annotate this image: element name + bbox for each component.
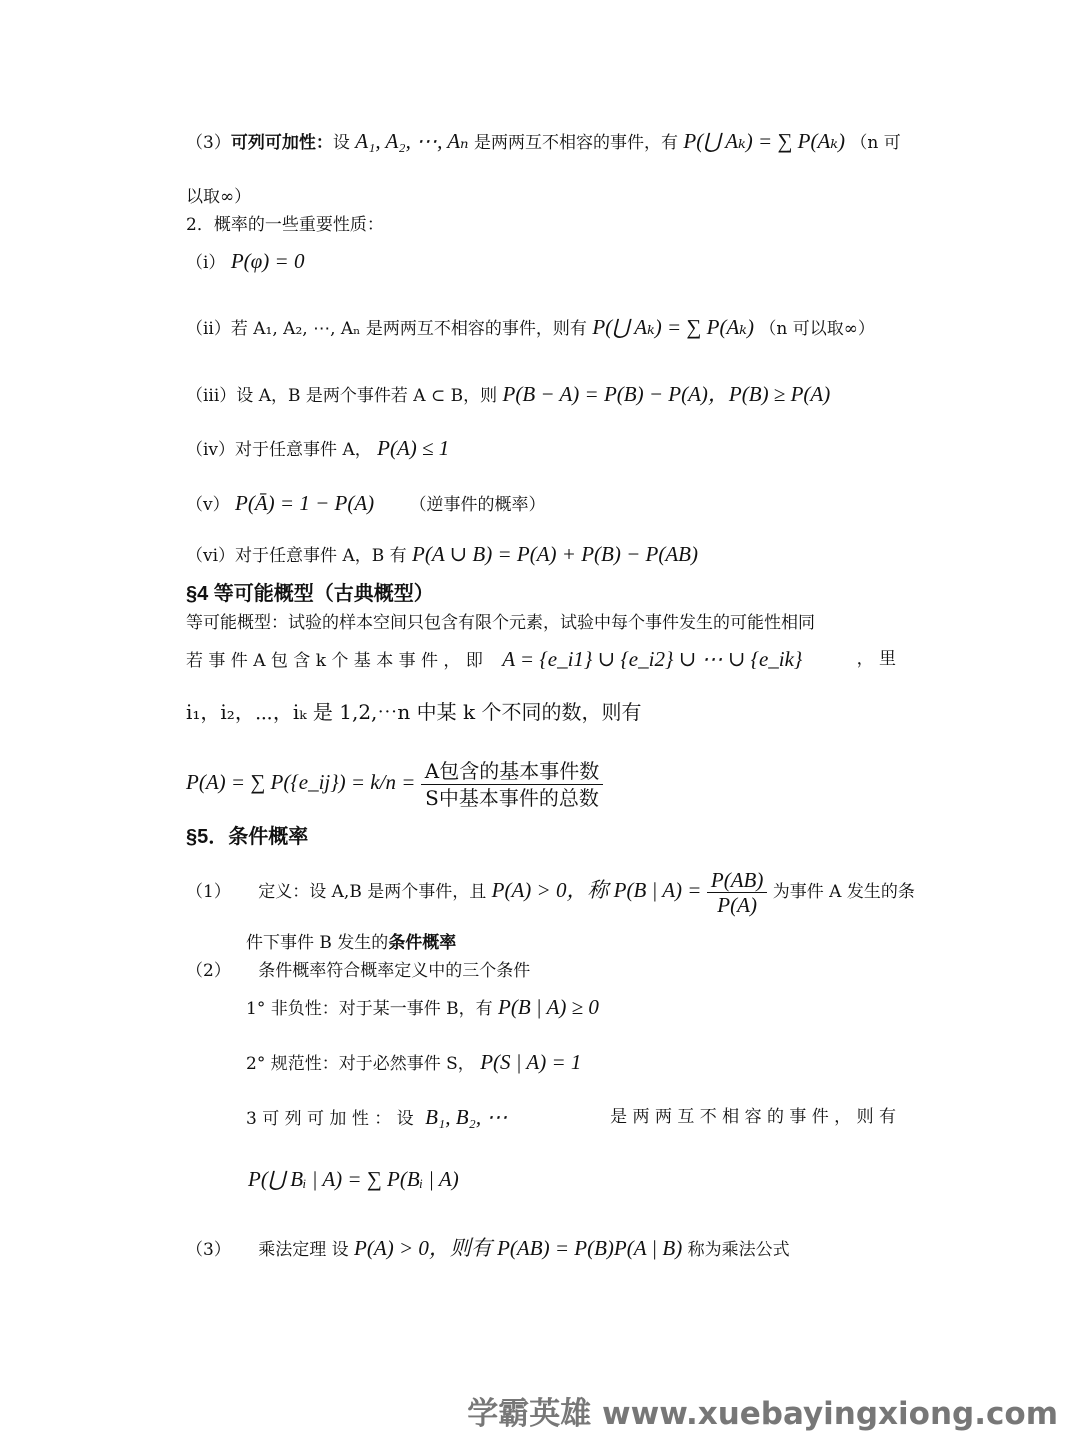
- classical-fraction-denominator: S中基本事件的总数: [425, 786, 599, 810]
- section5-title: §5．条件概率: [186, 826, 309, 848]
- property-v: [186, 492, 546, 516]
- property-iii-label: （iii）设 A，B 是两个事件若: [186, 386, 408, 406]
- property-iv-formula: P(A) ≤ 1: [377, 436, 450, 460]
- section4-title: §4 等可能概型（古典概型）: [186, 583, 434, 605]
- property-vi-label: （vi）对于任意事件 A，B 有: [186, 546, 407, 566]
- axiom3-label: （3）: [186, 133, 231, 153]
- property-iii: [186, 383, 830, 407]
- section4-line2: i₁，i₂，⋯，iₖ 是 1,2,⋯n 中某 k 个不同的数，则有: [186, 700, 642, 724]
- section4-line1-text: 若 事 件 A 包 含 k 个 基 本 事 件 ， 即: [186, 651, 483, 671]
- cond-sub1: [246, 996, 599, 1020]
- property-v-label: （v）: [186, 495, 230, 515]
- property-iv: [186, 437, 449, 461]
- property-ii-text: A₁, A₂, ⋯, Aₙ 是两两互不相容的事件，则有: [253, 319, 587, 339]
- cond-item3-tail: 称为乘法公式: [687, 1240, 790, 1260]
- section2-title: 2．概率的一些重要性质：: [186, 215, 384, 235]
- cond-item1-text: 定义：设 A,B 是两个事件，且: [258, 882, 487, 902]
- cond-sub3-eq: P(⋃ Bᵢ | A) = ∑ P(Bᵢ | A): [248, 1167, 459, 1191]
- axiom3-title: 可列可加性：: [230, 133, 333, 153]
- cond-sub2-formula: P(S | A) = 1: [480, 1050, 582, 1074]
- classical-formula: [186, 752, 603, 812]
- property-ii-label: （ii）若: [186, 319, 248, 339]
- axiom3-text: 是两两互不相容的事件，有: [473, 133, 678, 153]
- classical-formula-left: P(A) = ∑ P({e_ij}) = k/n =: [186, 770, 416, 794]
- cond-fraction-numerator: P(AB): [707, 868, 767, 893]
- cond-item2-text: 条件概率符合概率定义中的三个条件: [258, 961, 531, 981]
- property-vi: [186, 543, 698, 567]
- axiom3-events: A₁, A₂, ⋯, Aₙ: [355, 129, 469, 153]
- cond-item1-label: （1）: [186, 882, 231, 902]
- cond-item3-label: （3）: [186, 1240, 231, 1260]
- cond-sub3-tail: 是 两 两 互 不 相 容 的 事 件 ， 则 有: [610, 1107, 896, 1127]
- property-i-label: （i）: [186, 253, 226, 273]
- classical-fraction: [421, 758, 603, 811]
- cond-item3-text: 乘法定理 设: [258, 1240, 349, 1260]
- axiom3-prefix: 设: [332, 133, 350, 153]
- cond-item1-cont: [246, 932, 456, 954]
- property-iv-label: （iv）对于任意事件 A，: [186, 440, 372, 460]
- cond-sub1-text: 1° 非负性：对于某一事件 B，有: [246, 999, 493, 1019]
- cond-sub3-text: 3 可 列 可 加 性 ： 设: [246, 1109, 414, 1129]
- axiom3-line: [186, 130, 901, 154]
- property-vi-formula: P(A ∪ B) = P(A) + P(B) − P(AB): [412, 542, 698, 566]
- property-ii-formula: P(⋃ Aₖ) = ∑ P(Aₖ): [592, 315, 754, 339]
- axiom3-formula: P(⋃ Aₖ) = ∑ P(Aₖ): [683, 129, 845, 153]
- property-ii: [186, 316, 875, 340]
- property-i-formula: P(φ) = 0: [230, 249, 305, 273]
- section4-line1-end: ， 里: [856, 649, 896, 669]
- property-iii-text: A ⊂ B，则: [413, 386, 498, 406]
- section4-line1-formula: A = {e_i1} ∪ {e_i2} ∪ ⋯ ∪ {e_ik}: [502, 647, 803, 671]
- cond-sub3: [246, 1106, 896, 1130]
- property-i: [186, 250, 304, 274]
- cond-sub3-formula: B₁, B₂, ⋯: [425, 1105, 508, 1129]
- cond-item1-formula: P(A) > 0，称 P(B | A) =: [491, 878, 702, 902]
- section4-line1: [186, 648, 896, 672]
- cond-sub3-equation: [248, 1168, 459, 1192]
- cond-sub1-formula: P(B | A) ≥ 0: [498, 995, 599, 1019]
- axiom3-note-cont: 以取∞）: [186, 187, 252, 207]
- cond-item3-formula: P(A) > 0，则有 P(AB) = P(B)P(A | B): [354, 1236, 683, 1260]
- classical-fraction-numerator: A包含的基本事件数: [421, 758, 603, 785]
- cond-item1-cont-bold: 条件概率: [388, 933, 457, 953]
- property-v-formula: P(Ā) = 1 − P(A): [235, 491, 375, 515]
- cond-item3: [186, 1237, 790, 1261]
- axiom3-note: （n 可: [850, 133, 901, 153]
- cond-item2-label: （2）: [186, 961, 231, 981]
- property-v-note: （逆事件的概率）: [409, 495, 546, 515]
- watermark: 学霸英雄 www.xuebayingxiong.com: [467, 1396, 1058, 1432]
- property-ii-note: （n 可以取∞）: [759, 319, 875, 339]
- property-iii-formula: P(B − A) = P(B) − P(A)，P(B) ≥ P(A): [502, 382, 831, 406]
- cond-sub2-text: 2° 规范性：对于必然事件 S，: [246, 1054, 475, 1074]
- cond-item1-cont-text: 件下事件 B 发生的: [246, 933, 389, 953]
- cond-sub2: [246, 1051, 581, 1075]
- cond-fraction-denominator: P(A): [717, 893, 757, 917]
- section4-definition: 等可能概型：试验的样本空间只包含有限个元素，试验中每个事件发生的可能性相同: [186, 613, 815, 633]
- cond-item1-tail: 为事件 A 发生的条: [772, 882, 915, 902]
- cond-item1: [186, 862, 915, 918]
- cond-item2: [186, 960, 530, 982]
- cond-fraction: [707, 868, 767, 917]
